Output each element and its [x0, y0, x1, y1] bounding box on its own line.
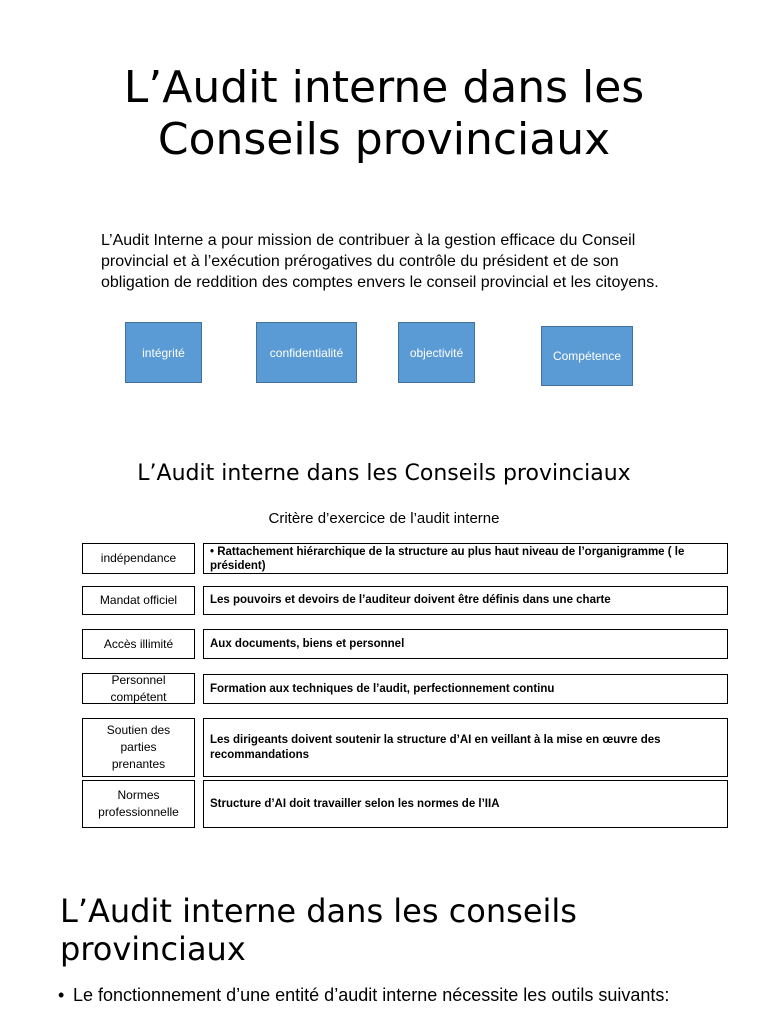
criterion-label: Personnel compétent — [82, 673, 195, 704]
criterion-label: indépendance — [82, 543, 195, 574]
criterion-description: Aux documents, biens et personnel — [203, 629, 728, 659]
criterion-description: • Rattachement hiérarchique de la structure au plus haut niveau de l’organigramme ( le président) — [203, 543, 728, 574]
criterion-description: Formation aux techniques de l’audit, perfectionnement continu — [203, 674, 728, 704]
value-box-confidentialite: confidentialité — [256, 322, 357, 383]
slide2-title: L’Audit interne dans les Conseils provinciaux — [137, 461, 631, 486]
list-item — [58, 985, 748, 1006]
value-box-competence: Compétence — [541, 326, 633, 386]
criterion-label: Mandat officiel — [82, 586, 195, 615]
bullet-icon: • — [58, 985, 65, 1005]
value-box-objectivite: objectivité — [398, 322, 475, 383]
criterion-description: Les dirigeants doivent soutenir la structure d’AI en veillant à la mise en œuvre des recommandations — [203, 718, 728, 777]
slide1-intro-text: L’Audit Interne a pour mission de contribuer à la gestion efficace du Conseil provincial et à l’exécution prérogatives du contrôle du président et de son obligation de reddition des comptes envers le conseil provincial et les citoyens. — [101, 232, 659, 291]
slide3-bullet-list — [58, 985, 748, 1006]
value-box-integrite: intégrité — [125, 322, 202, 383]
criterion-description: Structure d’AI doit travailler selon les normes de l’IIA — [203, 780, 728, 828]
criterion-label: Accès illimité — [82, 629, 195, 659]
criterion-label: Normes professionnelle — [82, 780, 195, 828]
slide3-title: L’Audit interne dans les conseils provinciaux — [60, 892, 577, 968]
criterion-description: Les pouvoirs et devoirs de l’auditeur doivent être définis dans une charte — [203, 586, 728, 615]
criterion-label: Soutien des parties prenantes — [82, 718, 195, 777]
slide1-title: L’Audit interne dans les Conseils provinciaux — [123, 62, 645, 165]
slide2-subtitle: Critère d’exercice de l’audit interne — [268, 510, 500, 527]
list-item-text: Le fonctionnement d’une entité d’audit interne nécessite les outils suivants: — [73, 985, 670, 1005]
